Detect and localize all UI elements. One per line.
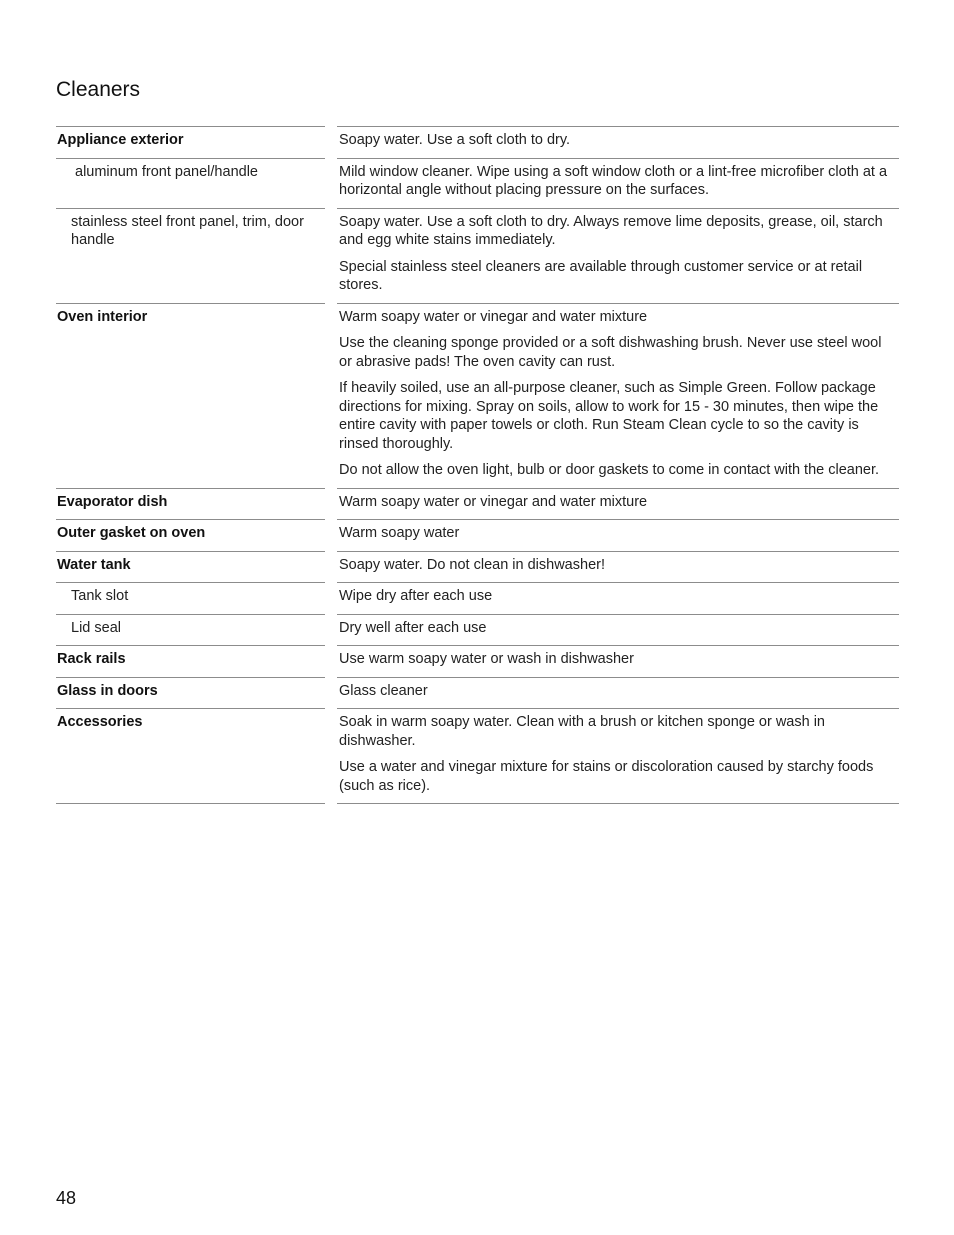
cleaner-cell: [337, 519, 899, 551]
table-row: [56, 303, 899, 488]
cleaner-cell: [337, 614, 899, 646]
table-row: [56, 614, 899, 646]
table-row: [56, 645, 899, 677]
item-label: Accessories: [57, 714, 143, 730]
cleaner-description: Special stainless steel cleaners are available through customer service or at retail stores.: [339, 258, 863, 293]
cleaner-description: If heavily soiled, use an all-purpose cleaner, such as Simple Green. Follow package directions for mixing. Spray on soils, allow to work for 15 - 30 minutes, then wipe the entire cavity with paper towels or cloth. Run Steam Clean cycle to so the cavity is rinsed thoroughly.: [339, 380, 879, 452]
cleaner-cell: [337, 488, 899, 520]
cleaner-cell: [337, 158, 899, 208]
cleaner-description: Dry well after each use: [339, 619, 487, 636]
item-cell: [56, 488, 325, 520]
cleaner-cell: [337, 551, 899, 583]
cleaner-description: Wipe dry after each use: [339, 588, 493, 604]
cleaner-cell: [337, 677, 899, 709]
item-label: Oven interior: [57, 308, 148, 325]
cleaner-description: Soapy water. Use a soft cloth to dry. Always remove lime deposits, grease, oil, starch and egg white stains immediately.: [339, 213, 883, 248]
item-cell: [56, 303, 325, 488]
item-cell: [56, 126, 325, 158]
cleaner-description: Soapy water. Use a soft cloth to dry.: [339, 132, 571, 148]
cleaner-description: Use a water and vinegar mixture for stains or discoloration caused by starchy foods (such as rice).: [339, 759, 874, 794]
table-row: [56, 551, 899, 583]
table-row: [56, 208, 899, 303]
item-cell: [56, 582, 325, 614]
cleaner-description: Use the cleaning sponge provided or a soft dishwashing brush. Never use steel wool or abrasive pads! The oven cavity can rust.: [339, 335, 882, 370]
cleaner-description: Warm soapy water or vinegar and water mixture: [339, 493, 648, 510]
cleaner-cell: [337, 582, 899, 614]
item-label: stainless steel front panel, trim, door handle: [71, 213, 304, 248]
item-cell: [56, 614, 325, 646]
cleaner-description: Warm soapy water: [339, 525, 460, 541]
table-row: [56, 488, 899, 520]
page-number: 48: [56, 1188, 77, 1208]
item-label: Evaporator dish: [57, 493, 168, 510]
item-cell: [56, 519, 325, 551]
table-row: [56, 677, 899, 709]
item-label: Glass in doors: [57, 682, 158, 699]
item-cell: [56, 708, 325, 804]
table-row: [56, 582, 899, 614]
table-row: [56, 519, 899, 551]
item-cell: [56, 208, 325, 303]
table-row: [56, 126, 899, 158]
item-cell: [56, 158, 325, 208]
cleaner-description: Warm soapy water or vinegar and water mixture: [339, 308, 648, 325]
cleaners-table: [56, 126, 899, 804]
item-label: Lid seal: [71, 619, 121, 636]
cleaner-description: Soapy water. Do not clean in dishwasher!: [339, 556, 605, 573]
item-label: Rack rails: [57, 651, 126, 667]
cleaner-description: Use warm soapy water or wash in dishwasher: [339, 651, 634, 667]
item-label: Appliance exterior: [57, 132, 184, 148]
item-label: Outer gasket on oven: [57, 525, 206, 541]
cleaner-description: Soak in warm soapy water. Clean with a brush or kitchen sponge or wash in dishwasher.: [339, 714, 825, 749]
item-label: Water tank: [57, 556, 131, 573]
cleaner-cell: [337, 303, 899, 488]
cleaner-description: Glass cleaner: [339, 682, 428, 699]
item-label: aluminum front panel/handle: [75, 163, 258, 180]
table-row: [56, 708, 899, 804]
item-cell: [56, 677, 325, 709]
cleaner-description: Mild window cleaner. Wipe using a soft window cloth or a lint-free microfiber cloth at a horizontal angle without placing pressure on the surfaces.: [339, 163, 888, 198]
item-cell: [56, 551, 325, 583]
cleaner-cell: [337, 645, 899, 677]
page-title: Cleaners: [56, 78, 141, 101]
item-label: Tank slot: [71, 588, 129, 604]
cleaner-cell: [337, 126, 899, 158]
item-cell: [56, 645, 325, 677]
cleaner-description: Do not allow the oven light, bulb or door gaskets to come in contact with the cleaner.: [339, 462, 880, 478]
cleaner-cell: [337, 208, 899, 303]
table-row: [56, 158, 899, 208]
cleaner-cell: [337, 708, 899, 804]
